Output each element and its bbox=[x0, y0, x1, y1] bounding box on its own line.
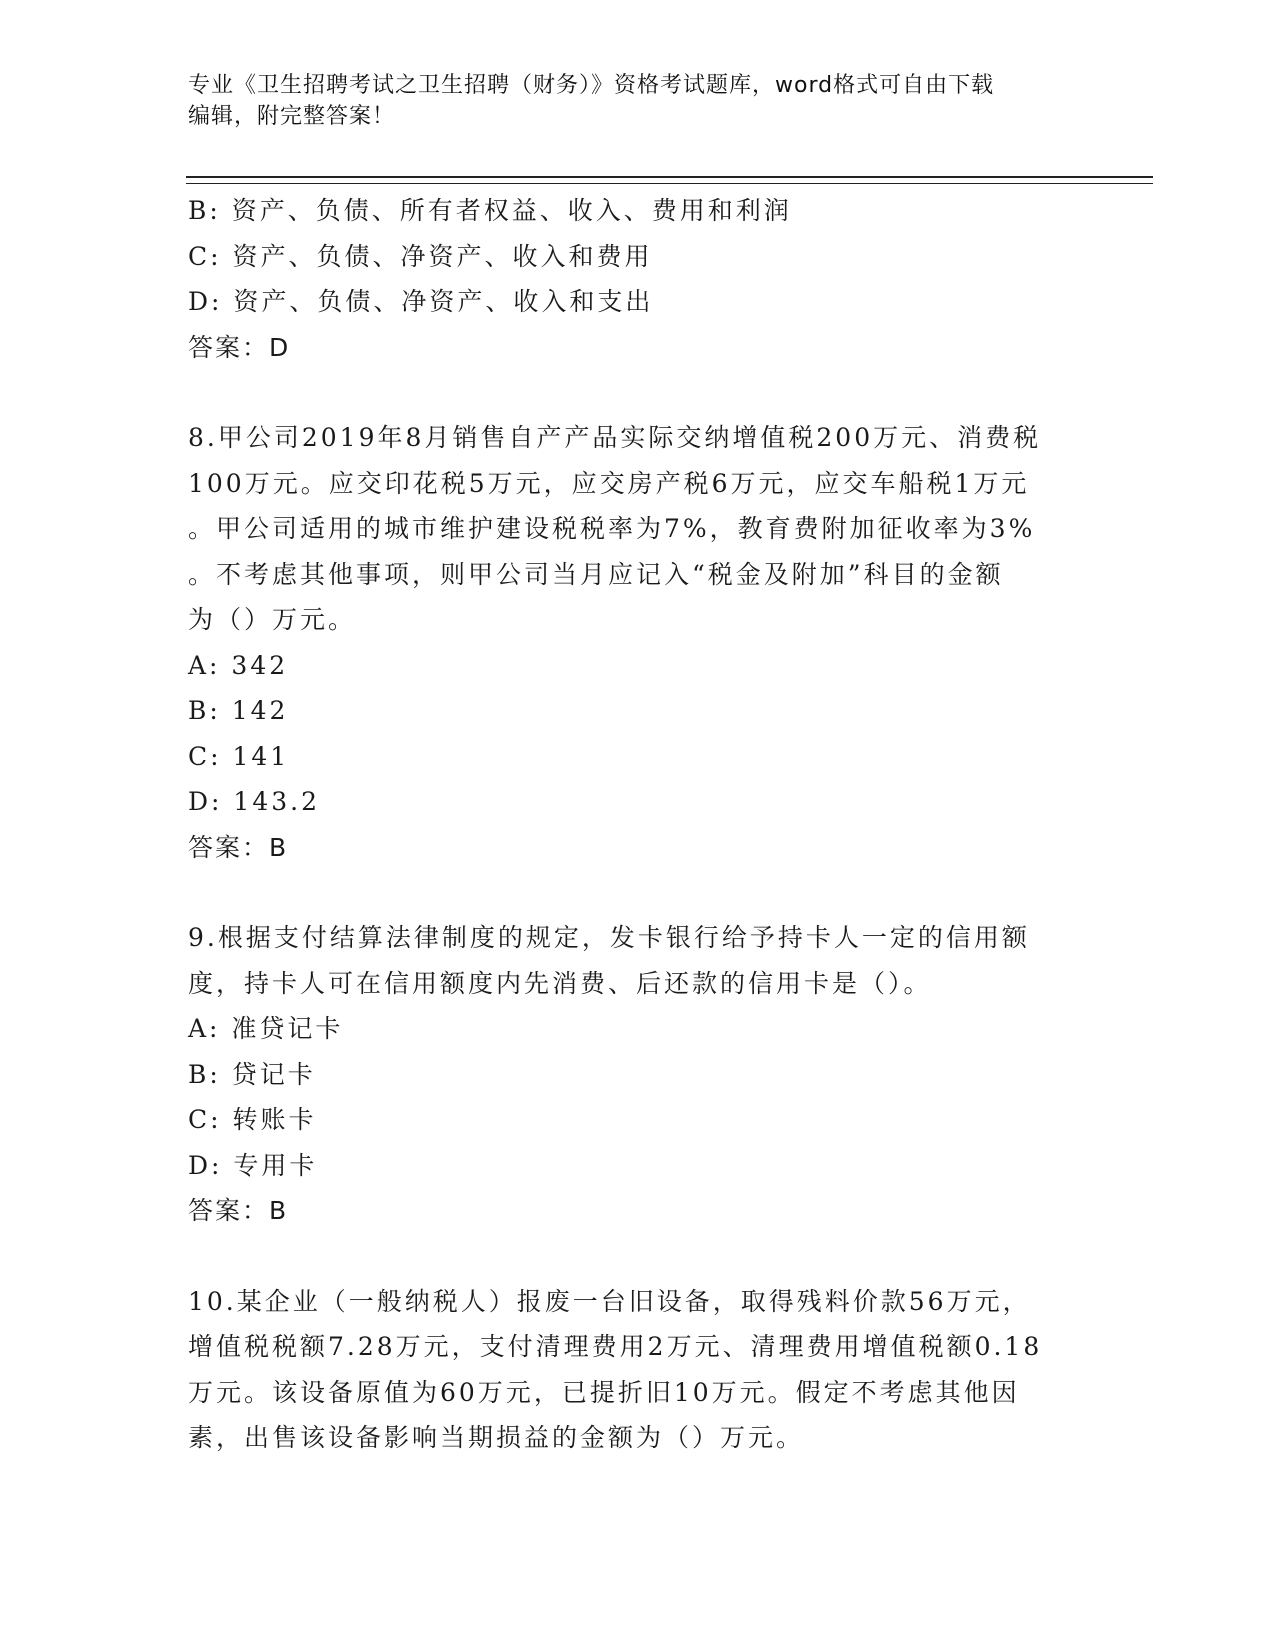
question-stem-line: 。甲公司适用的城市维护建设税税率为7%，教育费附加征收率为3% bbox=[188, 514, 1036, 543]
header-rule-thin bbox=[186, 183, 1153, 184]
question-stem-line: 8.甲公司2019年8月销售自产产品实际交纳增值税200万元、消费税 bbox=[188, 423, 1042, 452]
option-a: A: 准贷记卡 bbox=[188, 1014, 344, 1043]
question-stem-line: 。不考虑其他事项，则甲公司当月应记入“税金及附加”科目的金额 bbox=[188, 559, 1004, 589]
option-c: C: 资产、负债、净资产、收入和费用 bbox=[188, 241, 653, 271]
question-stem-line: 素，出售该设备影响当期损益的金额为（）万元。 bbox=[188, 1423, 805, 1452]
header-line-2: 编辑，附完整答案！ bbox=[188, 104, 396, 129]
option-c: C: 141 bbox=[188, 741, 290, 771]
answer: 答案：D bbox=[188, 332, 291, 362]
header-line-1: 专业《卫生招聘考试之卫生招聘（财务）》资格考试题库，word格式可自由下载 bbox=[188, 73, 995, 98]
question-stem-line: 100万元。应交印花税5万元，应交房产税6万元，应交车船税1万元 bbox=[188, 468, 1030, 498]
answer: 答案：B bbox=[188, 1196, 289, 1225]
option-b: B: 142 bbox=[188, 696, 289, 725]
question-stem-line: 10.某企业（一般纳税人）报废一台旧设备，取得残料价款56万元， bbox=[188, 1286, 1031, 1316]
answer: 答案：B bbox=[188, 832, 289, 862]
question-8 bbox=[188, 415, 1088, 870]
option-b: B: 贷记卡 bbox=[188, 1059, 316, 1089]
question-stem-line: 9.根据支付结算法律制度的规定，发卡银行给予持卡人一定的信用额 bbox=[188, 923, 1030, 952]
option-d: D: 143.2 bbox=[188, 787, 320, 816]
question-stem-line: 万元。该设备原值为60万元，已提折旧10万元。假定不考虑其他因 bbox=[188, 1377, 1020, 1407]
question-list bbox=[188, 188, 1088, 1461]
question-stem-line: 为（）万元。 bbox=[188, 605, 357, 634]
question-9 bbox=[188, 915, 1088, 1234]
document-header bbox=[188, 70, 1088, 132]
question-10 bbox=[188, 1279, 1088, 1461]
header-rule-thick bbox=[186, 176, 1153, 178]
option-c: C: 转账卡 bbox=[188, 1105, 317, 1134]
option-a: A: 342 bbox=[188, 650, 289, 680]
option-d: D: 专用卡 bbox=[188, 1150, 318, 1180]
question-stem-line: 增值税税额7.28万元，支付清理费用2万元、清理费用增值税额0.18 bbox=[188, 1332, 1043, 1361]
question-7-tail bbox=[188, 188, 1088, 370]
option-b: B: 资产、负债、所有者权益、收入、费用和利润 bbox=[188, 196, 792, 225]
option-d: D: 资产、负债、净资产、收入和支出 bbox=[188, 287, 654, 316]
question-stem-line: 度，持卡人可在信用额度内先消费、后还款的信用卡是（）。 bbox=[188, 968, 932, 998]
